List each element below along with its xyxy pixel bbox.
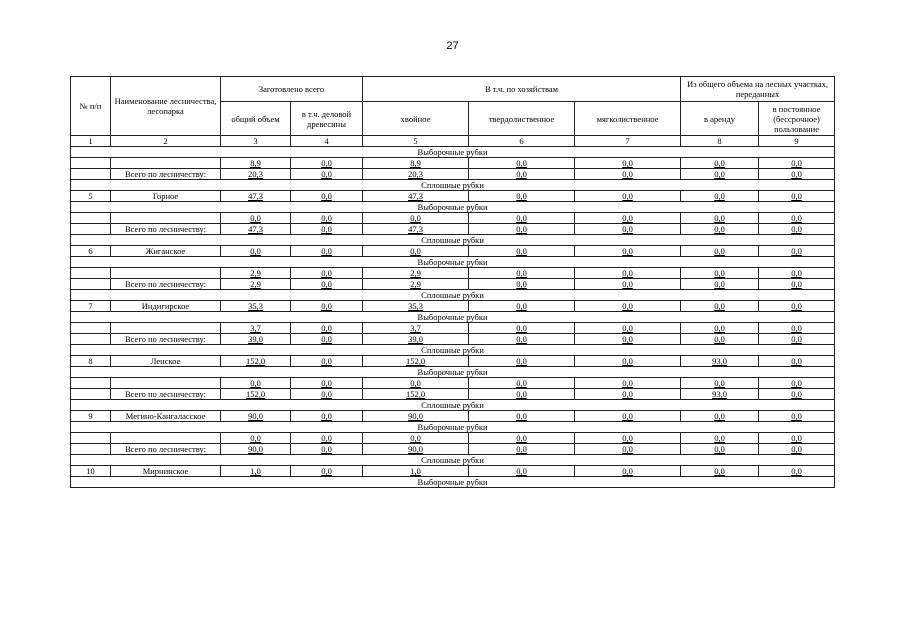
section-row: [71, 455, 835, 466]
section-label: Выборочные рубки: [71, 312, 835, 323]
value-cell: 0,0: [759, 323, 835, 334]
value-cell: 0,0: [759, 279, 835, 290]
value-cell: 0,0: [291, 323, 363, 334]
table-row: [71, 191, 835, 202]
section-label: Выборочные рубки: [71, 202, 835, 213]
value-cell: 0,0: [291, 301, 363, 312]
value-cell: 0,0: [759, 389, 835, 400]
value-cell: 0,0: [469, 213, 575, 224]
section-label: Сплошные рубки: [71, 345, 835, 356]
section-label: Выборочные рубки: [71, 367, 835, 378]
section-row: [71, 422, 835, 433]
forestry-name-cell: Всего по лесничеству:: [111, 224, 221, 235]
value-cell: 0,0: [221, 378, 291, 389]
value-cell: 0,0: [759, 191, 835, 202]
row-number-cell: [71, 433, 111, 444]
value-cell: 0,0: [681, 411, 759, 422]
value-cell: 47,3: [221, 224, 291, 235]
row-number-cell: [71, 389, 111, 400]
forestry-name-cell: [111, 378, 221, 389]
value-cell: 93,0: [681, 356, 759, 367]
value-cell: 0,0: [759, 246, 835, 257]
column-number: 7: [575, 136, 681, 147]
value-cell: 0,0: [759, 466, 835, 477]
section-row: [71, 367, 835, 378]
value-cell: 47,3: [363, 224, 469, 235]
forestry-name-cell: Индигирское: [111, 301, 221, 312]
forestry-name-cell: Всего по лесничеству:: [111, 334, 221, 345]
value-cell: 47,3: [221, 191, 291, 202]
section-row: [71, 312, 835, 323]
value-cell: 0,0: [363, 433, 469, 444]
row-number-cell: [71, 444, 111, 455]
value-cell: 152,0: [363, 356, 469, 367]
value-cell: 0,0: [291, 389, 363, 400]
section-row: [71, 345, 835, 356]
value-cell: 35,3: [363, 301, 469, 312]
value-cell: 3,7: [363, 323, 469, 334]
value-cell: 0,0: [291, 444, 363, 455]
column-number: 1: [71, 136, 111, 147]
value-cell: 0,0: [575, 158, 681, 169]
value-cell: 0,0: [681, 169, 759, 180]
value-cell: 0,0: [469, 334, 575, 345]
value-cell: 0,0: [291, 411, 363, 422]
forestry-name-cell: [111, 323, 221, 334]
value-cell: 0,0: [681, 334, 759, 345]
value-cell: 0,0: [363, 246, 469, 257]
value-cell: 0,0: [575, 301, 681, 312]
column-number-row: [71, 136, 835, 147]
value-cell: 0,0: [469, 268, 575, 279]
value-cell: 0,0: [291, 169, 363, 180]
table-row: [71, 279, 835, 290]
table-row: [71, 301, 835, 312]
value-cell: 0,0: [469, 279, 575, 290]
header-total-volume: общий объем: [221, 102, 291, 136]
value-cell: 0,0: [291, 356, 363, 367]
value-cell: 0,0: [759, 224, 835, 235]
value-cell: 3,7: [221, 323, 291, 334]
value-cell: 0,0: [681, 433, 759, 444]
value-cell: 0,0: [363, 213, 469, 224]
value-cell: 0,0: [759, 411, 835, 422]
page-number: 27: [446, 40, 459, 52]
section-label: Сплошные рубки: [71, 180, 835, 191]
header-business-wood: в т.ч. деловой древесины: [291, 102, 363, 136]
value-cell: 0,0: [291, 246, 363, 257]
value-cell: 0,0: [469, 411, 575, 422]
value-cell: 0,0: [575, 466, 681, 477]
row-number-cell: [71, 323, 111, 334]
table-row: [71, 444, 835, 455]
value-cell: 0,0: [575, 224, 681, 235]
table-row: [71, 323, 835, 334]
value-cell: 0,0: [469, 191, 575, 202]
value-cell: 0,0: [759, 169, 835, 180]
section-row: [71, 477, 835, 488]
section-label: Выборочные рубки: [71, 422, 835, 433]
column-number: 5: [363, 136, 469, 147]
value-cell: 0,0: [681, 268, 759, 279]
table-row: [71, 389, 835, 400]
value-cell: 0,0: [469, 323, 575, 334]
value-cell: 0,0: [575, 334, 681, 345]
value-cell: 47,3: [363, 191, 469, 202]
value-cell: 0,0: [681, 301, 759, 312]
value-cell: 0,0: [759, 301, 835, 312]
row-number-cell: [71, 334, 111, 345]
table-row: [71, 158, 835, 169]
value-cell: 0,0: [681, 444, 759, 455]
value-cell: 0,0: [291, 213, 363, 224]
value-cell: 0,0: [681, 279, 759, 290]
row-number-cell: [71, 378, 111, 389]
value-cell: 0,0: [469, 433, 575, 444]
value-cell: 0,0: [469, 356, 575, 367]
column-number: 2: [111, 136, 221, 147]
table-row: [71, 411, 835, 422]
row-number-cell: 5: [71, 191, 111, 202]
section-row: [71, 400, 835, 411]
value-cell: 0,0: [759, 444, 835, 455]
value-cell: 0,0: [291, 279, 363, 290]
table-row: [71, 466, 835, 477]
value-cell: 0,0: [575, 191, 681, 202]
value-cell: 0,0: [681, 158, 759, 169]
table-row: [71, 224, 835, 235]
row-number-cell: [71, 169, 111, 180]
section-label: Сплошные рубки: [71, 400, 835, 411]
value-cell: 0,0: [575, 444, 681, 455]
forestry-name-cell: Горное: [111, 191, 221, 202]
header-num: № п/п: [71, 77, 111, 136]
value-cell: 39,0: [363, 334, 469, 345]
value-cell: 0,0: [291, 378, 363, 389]
value-cell: 20,3: [221, 169, 291, 180]
value-cell: 0,0: [291, 158, 363, 169]
header-transferred: Из общего объема на лесных участках, переданных: [681, 77, 835, 102]
header-harvested-total: Заготовлено всего: [221, 77, 363, 102]
row-number-cell: [71, 279, 111, 290]
value-cell: 0,0: [575, 323, 681, 334]
value-cell: 0,0: [575, 169, 681, 180]
value-cell: 0,0: [291, 191, 363, 202]
value-cell: 0,0: [759, 378, 835, 389]
value-cell: 0,0: [469, 301, 575, 312]
table-row: [71, 213, 835, 224]
value-cell: 0,0: [575, 411, 681, 422]
value-cell: 0,0: [221, 433, 291, 444]
value-cell: 20,3: [363, 169, 469, 180]
section-row: [71, 180, 835, 191]
value-cell: 0,0: [759, 213, 835, 224]
value-cell: 0,0: [759, 334, 835, 345]
table-body: [71, 147, 835, 488]
value-cell: 0,0: [575, 433, 681, 444]
harvest-table: [70, 76, 835, 488]
value-cell: 90,0: [363, 411, 469, 422]
forestry-name-cell: [111, 213, 221, 224]
value-cell: 0,0: [575, 389, 681, 400]
value-cell: 8,9: [363, 158, 469, 169]
value-cell: 0,0: [681, 246, 759, 257]
section-label: Сплошные рубки: [71, 290, 835, 301]
value-cell: 152,0: [363, 389, 469, 400]
row-number-cell: 7: [71, 301, 111, 312]
header-permanent-use: в постоянное (бессрочное) пользование: [759, 102, 835, 136]
value-cell: 2,9: [363, 268, 469, 279]
row-number-cell: [71, 158, 111, 169]
forestry-name-cell: Мегино-Кангаласское: [111, 411, 221, 422]
value-cell: 0,0: [681, 378, 759, 389]
value-cell: 0,0: [681, 323, 759, 334]
value-cell: 2,9: [363, 279, 469, 290]
table-row: [71, 246, 835, 257]
value-cell: 0,0: [681, 191, 759, 202]
value-cell: 0,0: [575, 356, 681, 367]
value-cell: 90,0: [221, 411, 291, 422]
section-row: [71, 202, 835, 213]
row-number-cell: 6: [71, 246, 111, 257]
value-cell: 0,0: [575, 378, 681, 389]
table-row: [71, 268, 835, 279]
value-cell: 152,0: [221, 356, 291, 367]
value-cell: 39,0: [221, 334, 291, 345]
value-cell: 0,0: [575, 246, 681, 257]
value-cell: 0,0: [469, 389, 575, 400]
value-cell: 0,0: [759, 268, 835, 279]
section-label: Выборочные рубки: [71, 147, 835, 158]
header-row-1: [71, 77, 835, 102]
forestry-name-cell: Всего по лесничеству:: [111, 169, 221, 180]
value-cell: 0,0: [469, 224, 575, 235]
section-row: [71, 147, 835, 158]
table-row: [71, 169, 835, 180]
value-cell: 0,0: [681, 224, 759, 235]
value-cell: 0,0: [363, 378, 469, 389]
table-row: [71, 433, 835, 444]
value-cell: 0,0: [221, 213, 291, 224]
header-hardwood: твердолиственное: [469, 102, 575, 136]
value-cell: 0,0: [469, 466, 575, 477]
column-number: 9: [759, 136, 835, 147]
column-number: 3: [221, 136, 291, 147]
table-row: [71, 378, 835, 389]
forestry-name-cell: Всего по лесничеству:: [111, 444, 221, 455]
value-cell: 90,0: [221, 444, 291, 455]
value-cell: 2,9: [221, 279, 291, 290]
column-number: 4: [291, 136, 363, 147]
value-cell: 0,0: [681, 466, 759, 477]
header-conifer: хвойное: [363, 102, 469, 136]
value-cell: 90,0: [363, 444, 469, 455]
value-cell: 8,9: [221, 158, 291, 169]
section-label: Сплошные рубки: [71, 235, 835, 246]
forestry-name-cell: [111, 433, 221, 444]
value-cell: 0,0: [291, 268, 363, 279]
value-cell: 0,0: [469, 169, 575, 180]
value-cell: 0,0: [681, 213, 759, 224]
forestry-name-cell: Ленское: [111, 356, 221, 367]
section-row: [71, 235, 835, 246]
value-cell: 0,0: [291, 433, 363, 444]
row-number-cell: 9: [71, 411, 111, 422]
value-cell: 0,0: [759, 158, 835, 169]
header-forestry-name: Наименование лесничества, лесопарка: [111, 77, 221, 136]
value-cell: 0,0: [575, 279, 681, 290]
section-label: Выборочные рубки: [71, 257, 835, 268]
forestry-name-cell: [111, 158, 221, 169]
header-softwood: мягколиственное: [575, 102, 681, 136]
value-cell: 0,0: [469, 378, 575, 389]
header-lease: в аренду: [681, 102, 759, 136]
row-number-cell: [71, 224, 111, 235]
forestry-name-cell: Всего по лесничеству:: [111, 279, 221, 290]
value-cell: 0,0: [469, 444, 575, 455]
row-number-cell: [71, 213, 111, 224]
forestry-name-cell: Жиганское: [111, 246, 221, 257]
table-row: [71, 356, 835, 367]
value-cell: 0,0: [575, 268, 681, 279]
column-number: 8: [681, 136, 759, 147]
value-cell: 0,0: [291, 224, 363, 235]
value-cell: 0,0: [291, 466, 363, 477]
row-number-cell: 8: [71, 356, 111, 367]
value-cell: 2,9: [221, 268, 291, 279]
value-cell: 0,0: [575, 213, 681, 224]
header-by-farms: В т.ч. по хозяйствам: [363, 77, 681, 102]
value-cell: 0,0: [759, 356, 835, 367]
row-number-cell: 10: [71, 466, 111, 477]
value-cell: 1,0: [221, 466, 291, 477]
value-cell: 93,0: [681, 389, 759, 400]
section-row: [71, 257, 835, 268]
row-number-cell: [71, 268, 111, 279]
value-cell: 1,0: [363, 466, 469, 477]
value-cell: 152,0: [221, 389, 291, 400]
value-cell: 0,0: [291, 334, 363, 345]
value-cell: 35,3: [221, 301, 291, 312]
forestry-name-cell: Всего по лесничеству:: [111, 389, 221, 400]
value-cell: 0,0: [469, 158, 575, 169]
table-row: [71, 334, 835, 345]
forestry-name-cell: [111, 268, 221, 279]
forestry-name-cell: Мирнинское: [111, 466, 221, 477]
value-cell: 0,0: [221, 246, 291, 257]
value-cell: 0,0: [759, 433, 835, 444]
section-row: [71, 290, 835, 301]
column-number: 6: [469, 136, 575, 147]
section-label: Сплошные рубки: [71, 455, 835, 466]
section-label: Выборочные рубки: [71, 477, 835, 488]
value-cell: 0,0: [469, 246, 575, 257]
